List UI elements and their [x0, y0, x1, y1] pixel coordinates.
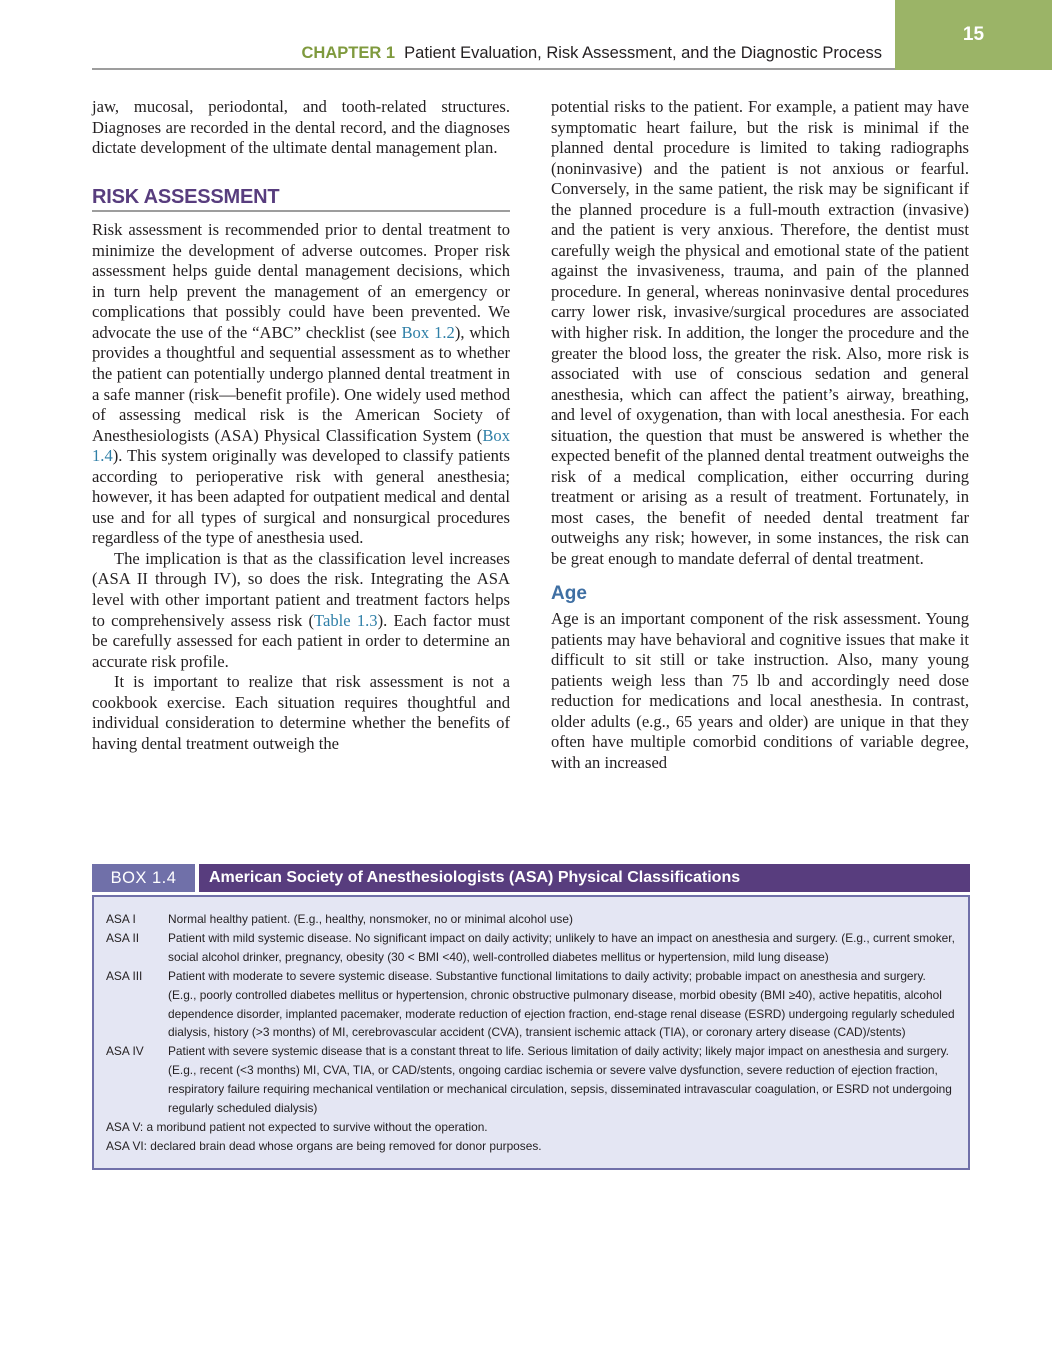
- asa-row-iv: [106, 1042, 956, 1118]
- right-column: [551, 97, 969, 774]
- asa-v-line: ASA V: a moribund patient not expected to survive without the operation.: [106, 1119, 488, 1134]
- asa-label: ASA II: [106, 930, 140, 945]
- risk-paragraph-1: [92, 220, 510, 549]
- risk-paragraph-3: It is important to realize that risk assessment is not a cookbook exercise. Each situation requires thoughtful and individual consideration to determine whether the benefits of having dental treatment outweigh the: [92, 672, 510, 753]
- section-heading-risk-assessment: RISK ASSESSMENT: [92, 187, 510, 213]
- running-head: [92, 44, 882, 70]
- box-1-2-link[interactable]: Box 1.2: [401, 322, 455, 342]
- asa-description: Patient with moderate to severe systemic disease. Substantive functional limitations to daily activity; probable impact on anesthesia and surgery. (E.g., poorly controlled diabetes mellitus or hypertension, chronic obstructive pulmonary disease, morbid obesity (BMI ≥40), active hepatitis, alcohol dependence disorder, implanted pacemaker, moderate reduction of ejection fraction, end-stage renal disease (ESRD) undergoing regularly scheduled dialysis, history (>3 months) of MI, cerebrovascular accident (CVA), transient ischemic attack (TIA), or coronary artery disease (CAD)/stents): [168, 968, 955, 1040]
- left-column: [92, 97, 510, 754]
- continued-paragraph: potential risks to the patient. For example, a patient may have symptomatic heart failure, but the risk is minimal if the planned dental procedure is limited to taking radiographs (noninvasive) and the patient is not anxious or fearful. Conversely, in the same patient, the risk may be significant if the planned procedure is a full-mouth extraction (invasive) and the patient is very anxious. Therefore, the dentist must carefully weigh the physical and emotional state of the patient against the invasiveness, trauma, and pain of the planned procedure. In general, whereas noninvasive dental procedures carry lower risk, invasive/surgical procedures are associated with higher risk. In addition, the longer the procedure and the greater the blood loss, the greater the risk. Also, more risk is associated with use of conscious sedation and general anesthesia, which can affect the patient’s airway, breathing, and level of oxygenation, than with local anesthesia. For each situation, the question that must be answered is whether the expected benefit of the planned dental treatment outweighs the risk of a medical complication, either occurring during treatment or arising as a result of treatment. Fortunately, in most cases, the benefit of needed dental treatment far outweighs any risk; however, in some instances, the risk can be great enough to mandate deferral of dental treatment.: [551, 97, 969, 569]
- asa-label: ASA III: [106, 968, 143, 983]
- risk-p2-text-b: ). Each factor must be carefully assessed for each patient in order to determine an accurate risk profile.: [92, 610, 510, 671]
- box-1-4-link[interactable]: Box 1.4: [92, 425, 510, 466]
- page-number: 15: [895, 0, 1052, 70]
- box-1-4: [92, 864, 970, 1170]
- risk-p1-text-c: ). This system originally was developed to classify patients according to perioperative risk with general anesthesia; however, it has been adapted for outpatient medical and dental use and for all types of surgical and nonsurgical procedures regardless of the type of anesthesia used.: [92, 446, 510, 548]
- risk-p1-text-a: Risk assessment is recommended prior to dental treatment to minimize the development of adverse outcomes. Proper risk assessment helps guide dental management decisions, which in turn help prevent the management of an emergency or complications that possibly could have been prevented. We advocate the use of the “ABC” checklist (see: [92, 220, 510, 342]
- risk-p2-text-a: The implication is that as the classification level increases (ASA II through IV), so does the risk. Integrating the ASA level with other important patient and treatment factors helps to comprehensively assess risk (: [92, 548, 510, 630]
- intro-paragraph: jaw, mucosal, periodontal, and tooth-related structures. Diagnoses are recorded in the dental record, and the diagnoses dictate development of the ultimate dental management plan.: [92, 97, 510, 158]
- asa-row-ii: [106, 929, 956, 967]
- risk-paragraph-2: [92, 549, 510, 672]
- asa-label: ASA IV: [106, 1044, 144, 1059]
- subheading-age: Age: [551, 582, 587, 604]
- table-1-3-link[interactable]: Table 1.3: [314, 610, 378, 630]
- asa-description: Patient with severe systemic disease that is a constant threat to life. Serious limitation of daily activity; likely major impact on anesthesia and surgery. (E.g., recent (<3 months) MI, CVA, TIA, or CAD/stents, ongoing cardiac ischemia or severe valve dysfunction, severe reduction of ejection fraction, respiratory failure requiring mechanical ventilation or mechanical circulation, sepsis, disseminated intravascular coagulation, or ESRD not undergoing regularly scheduled dialysis): [168, 1044, 952, 1116]
- asa-row-iii: [106, 967, 956, 1043]
- box-tag: BOX 1.4: [92, 864, 195, 892]
- risk-p1-text-b: ), which provides a thoughtful and sequential assessment as to whether the patient can potentially undergo planned dental treatment in a safe manner (risk—benefit profile). One widely used method of assessing medical risk is the American Society of Anesthesiologists (ASA) Physical Classification System (: [92, 322, 510, 445]
- age-paragraph: Age is an important component of the risk assessment. Young patients may have behavioral and cognitive issues that make it difficult to sit still or take instruction. Also, many young patients weigh less than 75 lb and accordingly need dose reduction for medications and local anesthesia. In contrast, older adults (e.g., 65 years and older) are unique in that they often have multiple comorbid conditions of variable degree, with an increased: [551, 609, 969, 772]
- asa-description: Patient with mild systemic disease. No significant impact on daily activity; unlikely to have an impact on anesthesia and surgery. (E.g., current smoker, social alcohol drinker, pregnancy, obesity (30 < BMI <40), well-controlled diabetes mellitus or hypertension, mild lung disease): [168, 930, 955, 964]
- asa-vi-line: ASA VI: declared brain dead whose organs are being removed for donor purposes.: [106, 1138, 542, 1153]
- asa-description: Normal healthy patient. (E.g., healthy, nonsmoker, no or minimal alcohol use): [168, 912, 573, 926]
- asa-label: ASA I: [106, 912, 136, 926]
- chapter-label: CHAPTER 1: [301, 44, 395, 62]
- header-rule: [92, 68, 895, 70]
- box-body: [92, 895, 970, 1170]
- asa-row-i: [106, 910, 956, 929]
- box-title: American Society of Anesthesiologists (ASA) Physical Classifications: [199, 864, 970, 892]
- box-header: [92, 864, 970, 892]
- chapter-title: Patient Evaluation, Risk Assessment, and the Diagnostic Process: [404, 44, 882, 62]
